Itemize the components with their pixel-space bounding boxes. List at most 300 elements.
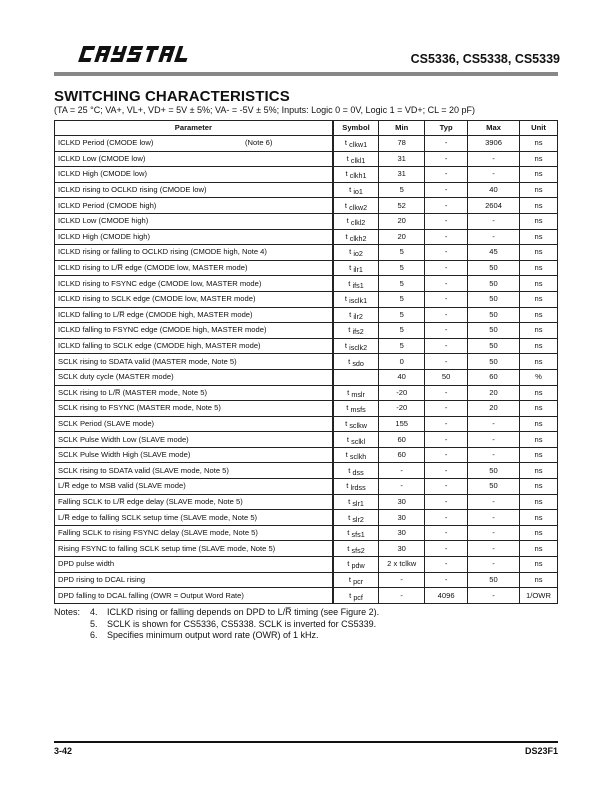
- unit-cell: ns: [519, 307, 557, 323]
- unit-cell: ns: [519, 167, 557, 183]
- table-row: [55, 213, 558, 229]
- max-cell: 2604: [468, 198, 520, 214]
- parameter-text: SCLK rising to L/R̅ (MASTER mode, Note 5): [58, 387, 207, 397]
- table-row: [55, 463, 558, 479]
- unit-cell: ns: [519, 338, 557, 354]
- typ-cell: 50: [425, 369, 468, 385]
- parameter-cell: [55, 385, 333, 401]
- symbol-cell: [333, 572, 379, 588]
- symbol-subscript: sclkl: [351, 436, 366, 446]
- symbol-t: t: [348, 356, 351, 366]
- max-cell: 50: [468, 463, 520, 479]
- unit-cell: ns: [519, 401, 557, 417]
- symbol-cell: [333, 323, 379, 339]
- table-row: [55, 260, 558, 276]
- symbol-subscript: msfs: [350, 405, 366, 415]
- parameter-text: L/R̅ edge to falling SCLK setup time (SLAVE mode, Note 5): [58, 512, 258, 522]
- symbol-cell: [333, 276, 379, 292]
- min-cell: -: [379, 572, 425, 588]
- max-cell: 50: [468, 260, 520, 276]
- table-row: [55, 291, 558, 307]
- symbol-subscript: isclk2: [349, 343, 368, 353]
- table-row: [55, 416, 558, 432]
- symbol-subscript: clkl2: [350, 218, 366, 228]
- parameter-cell: [55, 260, 333, 276]
- unit-cell: ns: [519, 572, 557, 588]
- typ-cell: -: [425, 167, 468, 183]
- parameter-cell: [55, 557, 333, 573]
- parameter-text: ICLKD falling to L/R̅ edge (CMODE high, MASTER mode): [58, 309, 253, 319]
- min-cell: 78: [379, 136, 425, 152]
- symbol-cell: [333, 416, 379, 432]
- parameter-text: Falling SCLK to rising FSYNC delay (SLAVE mode, Note 5): [58, 528, 258, 538]
- min-cell: 40: [379, 369, 425, 385]
- parameter-cell: [55, 510, 333, 526]
- symbol-subscript: clkw1: [349, 140, 368, 150]
- unit-cell: ns: [519, 447, 557, 463]
- max-cell: -: [468, 229, 520, 245]
- symbol-cell: [333, 260, 379, 276]
- symbol-t: t: [349, 590, 352, 600]
- symbol-cell: [333, 510, 379, 526]
- min-cell: 60: [379, 447, 425, 463]
- symbol-subscript: io2: [353, 249, 363, 259]
- parameter-cell: [55, 463, 333, 479]
- symbol-subscript: io1: [353, 187, 363, 197]
- note-number: 5.: [90, 618, 98, 629]
- header-divider: [54, 72, 558, 76]
- col-typ: Typ: [425, 121, 468, 136]
- symbol-t: t: [346, 481, 349, 491]
- col-parameter: Parameter: [55, 121, 333, 136]
- col-min: Min: [379, 121, 425, 136]
- max-cell: 20: [468, 385, 520, 401]
- max-cell: 50: [468, 572, 520, 588]
- symbol-cell: [333, 167, 379, 183]
- symbol-cell: [333, 369, 379, 385]
- parameter-cell: [55, 354, 333, 370]
- symbol-t: t: [346, 434, 349, 444]
- max-cell: -: [468, 525, 520, 541]
- unit-cell: ns: [519, 385, 557, 401]
- min-cell: -20: [379, 385, 425, 401]
- parameter-text: ICLKD rising to OCLKD rising (CMODE low): [58, 185, 207, 195]
- typ-cell: -: [425, 136, 468, 152]
- symbol-cell: [333, 338, 379, 354]
- page-number: 3-42: [54, 746, 73, 756]
- symbol-subscript: sfs2: [351, 545, 365, 555]
- table-row: [55, 401, 558, 417]
- parameter-cell: [55, 541, 333, 557]
- unit-cell: ns: [519, 182, 557, 198]
- min-cell: 5: [379, 260, 425, 276]
- symbol-cell: [333, 432, 379, 448]
- max-cell: 40: [468, 182, 520, 198]
- min-cell: 5: [379, 323, 425, 339]
- parameter-cell: [55, 136, 333, 152]
- col-max: Max: [468, 121, 520, 136]
- symbol-cell: [333, 463, 379, 479]
- min-cell: 20: [379, 213, 425, 229]
- table-row: [55, 385, 558, 401]
- symbol-t: t: [345, 418, 348, 428]
- note-reference: (Note 6): [245, 138, 273, 148]
- table-row: [55, 479, 558, 495]
- min-cell: 2 x tclkw: [379, 557, 425, 573]
- symbol-t: t: [347, 387, 350, 397]
- parameter-text: ICLKD falling to FSYNC edge (CMODE high, MASTER mode): [58, 325, 267, 335]
- parameter-text: SCLK Pulse Width Low (SLAVE mode): [58, 434, 189, 444]
- parameter-text: Rising FSYNC to falling SCLK setup time (SLAVE mode, Note 5): [58, 543, 276, 553]
- unit-cell: ns: [519, 416, 557, 432]
- symbol-t: t: [348, 574, 351, 584]
- symbol-t: t: [344, 341, 347, 351]
- typ-cell: -: [425, 291, 468, 307]
- symbol-cell: [333, 245, 379, 261]
- table-row: [55, 338, 558, 354]
- typ-cell: -: [425, 307, 468, 323]
- unit-cell: ns: [519, 213, 557, 229]
- unit-cell: ns: [519, 432, 557, 448]
- max-cell: 3906: [468, 136, 520, 152]
- min-cell: 5: [379, 245, 425, 261]
- table-row: [55, 323, 558, 339]
- table-row: [55, 354, 558, 370]
- parameter-text: ICLKD rising or falling to OCLKD rising (CMODE high, Note 4): [58, 247, 267, 257]
- parameter-cell: [55, 151, 333, 167]
- parameter-cell: [55, 416, 333, 432]
- symbol-t: t: [348, 278, 351, 288]
- table-row: [55, 136, 558, 152]
- max-cell: 50: [468, 338, 520, 354]
- table-row: [55, 541, 558, 557]
- parameter-cell: [55, 447, 333, 463]
- unit-cell: ns: [519, 525, 557, 541]
- max-cell: -: [468, 416, 520, 432]
- symbol-t: t: [346, 153, 349, 163]
- notes-label: Notes:: [54, 607, 81, 617]
- typ-cell: -: [425, 494, 468, 510]
- symbol-subscript: ilr2: [353, 311, 363, 321]
- parameter-text: ICLKD High (CMODE high): [58, 231, 150, 241]
- symbol-cell: [333, 307, 379, 323]
- max-cell: 50: [468, 323, 520, 339]
- typ-cell: -: [425, 510, 468, 526]
- parameter-cell: [55, 432, 333, 448]
- symbol-cell: [333, 557, 379, 573]
- max-cell: 50: [468, 276, 520, 292]
- unit-cell: ns: [519, 276, 557, 292]
- min-cell: 31: [379, 151, 425, 167]
- max-cell: -: [468, 557, 520, 573]
- parameter-text: Falling SCLK to L/R̅ edge delay (SLAVE mode, Note 5): [58, 496, 243, 506]
- symbol-subscript: slr1: [352, 498, 364, 508]
- parameter-cell: [55, 401, 333, 417]
- table-row: [55, 510, 558, 526]
- max-cell: -: [468, 151, 520, 167]
- symbol-t: t: [349, 185, 352, 195]
- max-cell: -: [468, 588, 520, 604]
- parameter-cell: [55, 276, 333, 292]
- typ-cell: -: [425, 260, 468, 276]
- typ-cell: -: [425, 276, 468, 292]
- parameter-cell: [55, 525, 333, 541]
- symbol-t: t: [344, 138, 347, 148]
- section-title: SWITCHING CHARACTERISTICS: [54, 88, 290, 105]
- table-row: [55, 245, 558, 261]
- switching-characteristics-table: [54, 120, 558, 604]
- symbol-t: t: [344, 294, 347, 304]
- symbol-subscript: sfs1: [351, 530, 365, 540]
- symbol-subscript: sdo: [352, 358, 364, 368]
- table-row: [55, 432, 558, 448]
- symbol-subscript: sclkh: [349, 452, 367, 462]
- symbol-cell: [333, 182, 379, 198]
- table-row: [55, 307, 558, 323]
- min-cell: 30: [379, 510, 425, 526]
- symbol-cell: [333, 151, 379, 167]
- max-cell: -: [468, 541, 520, 557]
- parameter-cell: [55, 182, 333, 198]
- table-row: [55, 369, 558, 385]
- unit-cell: ns: [519, 198, 557, 214]
- parameter-cell: [55, 291, 333, 307]
- symbol-cell: [333, 541, 379, 557]
- unit-cell: ns: [519, 291, 557, 307]
- parameter-text: ICLKD High (CMODE low): [58, 169, 148, 179]
- typ-cell: -: [425, 479, 468, 495]
- symbol-t: t: [349, 263, 352, 273]
- max-cell: -: [468, 167, 520, 183]
- symbol-subscript: ilr1: [353, 265, 363, 275]
- min-cell: -20: [379, 401, 425, 417]
- symbol-subscript: slr2: [352, 514, 364, 524]
- crystal-logo: [78, 44, 190, 64]
- note-number: 6.: [90, 630, 98, 640]
- symbol-t: t: [347, 543, 350, 553]
- symbol-t: t: [348, 465, 351, 475]
- symbol-subscript: ifs2: [352, 327, 364, 337]
- max-cell: -: [468, 494, 520, 510]
- table-row: [55, 572, 558, 588]
- symbol-subscript: dss: [352, 467, 364, 477]
- parameter-text: SCLK rising to SDATA valid (MASTER mode, Note 5): [58, 356, 237, 366]
- parameter-text: L/R̅ edge to MSB valid (SLAVE mode): [58, 481, 186, 491]
- typ-cell: -: [425, 229, 468, 245]
- symbol-cell: [333, 479, 379, 495]
- parameter-cell: [55, 229, 333, 245]
- table-row: [55, 447, 558, 463]
- unit-cell: 1/OWR: [519, 588, 557, 604]
- note-number: 4.: [90, 607, 98, 617]
- symbol-subscript: sclkw: [349, 420, 367, 430]
- min-cell: 20: [379, 229, 425, 245]
- unit-cell: ns: [519, 245, 557, 261]
- col-unit: Unit: [519, 121, 557, 136]
- max-cell: -: [468, 510, 520, 526]
- symbol-t: t: [348, 512, 351, 522]
- unit-cell: ns: [519, 479, 557, 495]
- typ-cell: -: [425, 245, 468, 261]
- min-cell: 30: [379, 525, 425, 541]
- symbol-t: t: [348, 496, 351, 506]
- max-cell: 50: [468, 354, 520, 370]
- min-cell: 155: [379, 416, 425, 432]
- parameter-text: DPD rising to DCAL rising: [58, 574, 146, 584]
- parameter-cell: [55, 307, 333, 323]
- note-text: ICLKD rising or falling depends on DPD to L/R̅ timing (see Figure 2).: [107, 607, 380, 617]
- typ-cell: -: [425, 198, 468, 214]
- table-row: [55, 229, 558, 245]
- symbol-subscript: ifs1: [352, 280, 364, 290]
- parameter-cell: [55, 572, 333, 588]
- symbol-t: t: [347, 528, 350, 538]
- symbol-t: t: [345, 450, 348, 460]
- table-header-row: [55, 121, 558, 136]
- typ-cell: -: [425, 354, 468, 370]
- min-cell: 30: [379, 541, 425, 557]
- table-row: [55, 588, 558, 604]
- table-row: [55, 557, 558, 573]
- typ-cell: -: [425, 385, 468, 401]
- parameter-cell: [55, 167, 333, 183]
- symbol-cell: [333, 354, 379, 370]
- unit-cell: ns: [519, 510, 557, 526]
- max-cell: 50: [468, 291, 520, 307]
- typ-cell: -: [425, 401, 468, 417]
- symbol-cell: [333, 213, 379, 229]
- parameter-cell: [55, 479, 333, 495]
- symbol-cell: [333, 291, 379, 307]
- symbol-t: t: [346, 216, 349, 226]
- parameter-cell: [55, 323, 333, 339]
- typ-cell: -: [425, 338, 468, 354]
- parameter-text: ICLKD Period (CMODE high): [58, 200, 157, 210]
- symbol-t: t: [347, 559, 350, 569]
- unit-cell: %: [519, 369, 557, 385]
- table-row: [55, 198, 558, 214]
- typ-cell: -: [425, 416, 468, 432]
- symbol-cell: [333, 136, 379, 152]
- unit-cell: ns: [519, 151, 557, 167]
- symbol-cell: [333, 525, 379, 541]
- unit-cell: ns: [519, 229, 557, 245]
- symbol-cell: [333, 198, 379, 214]
- typ-cell: -: [425, 151, 468, 167]
- symbol-cell: [333, 494, 379, 510]
- max-cell: 20: [468, 401, 520, 417]
- typ-cell: -: [425, 525, 468, 541]
- symbol-subscript: pcr: [353, 576, 364, 586]
- parameter-text: ICLKD Low (CMODE high): [58, 216, 149, 226]
- typ-cell: -: [425, 463, 468, 479]
- symbol-subscript: clkh1: [349, 171, 367, 181]
- parameter-text: ICLKD rising to SCLK edge (CMODE low, MASTER mode): [58, 294, 256, 304]
- symbol-cell: [333, 229, 379, 245]
- min-cell: -: [379, 479, 425, 495]
- parameter-text: ICLKD Low (CMODE low): [58, 153, 146, 163]
- symbol-subscript: mslr: [351, 389, 365, 399]
- symbol-t: t: [346, 403, 349, 413]
- min-cell: -: [379, 463, 425, 479]
- max-cell: 50: [468, 307, 520, 323]
- min-cell: 0: [379, 354, 425, 370]
- symbol-subscript: lrdss: [350, 483, 366, 493]
- typ-cell: -: [425, 447, 468, 463]
- parameter-cell: [55, 369, 333, 385]
- parameter-cell: [55, 588, 333, 604]
- document-id: DS23F1: [524, 746, 558, 756]
- max-cell: 45: [468, 245, 520, 261]
- max-cell: -: [468, 447, 520, 463]
- min-cell: 52: [379, 198, 425, 214]
- min-cell: 31: [379, 167, 425, 183]
- parameter-text: DPD pulse width: [58, 559, 115, 569]
- parameter-text: SCLK Pulse Width High (SLAVE mode): [58, 450, 191, 460]
- parameter-text: SCLK rising to SDATA valid (SLAVE mode, Note 5): [58, 465, 229, 475]
- unit-cell: ns: [519, 136, 557, 152]
- parameter-cell: [55, 245, 333, 261]
- symbol-subscript: clkl1: [350, 155, 366, 165]
- test-conditions: (TA = 25 °C; VA+, VL+, VD+ = 5V ± 5%; VA- = -5V ± 5%; Inputs: Logic 0 = 0V, Logic 1 = VD+; CL = 20 pF): [54, 105, 476, 115]
- symbol-cell: [333, 385, 379, 401]
- typ-cell: -: [425, 557, 468, 573]
- parameter-text: ICLKD rising to L/R̅ edge (CMODE low, MASTER mode): [58, 263, 248, 273]
- table-row: [55, 494, 558, 510]
- max-cell: -: [468, 432, 520, 448]
- unit-cell: ns: [519, 494, 557, 510]
- min-cell: 5: [379, 182, 425, 198]
- unit-cell: ns: [519, 354, 557, 370]
- symbol-cell: [333, 447, 379, 463]
- symbol-t: t: [345, 169, 348, 179]
- typ-cell: 4096: [425, 588, 468, 604]
- footer-divider: [54, 741, 558, 743]
- symbol-t: t: [349, 309, 352, 319]
- part-numbers: CS5336, CS5338, CS5339: [410, 52, 560, 66]
- min-cell: 5: [379, 307, 425, 323]
- table-row: [55, 525, 558, 541]
- symbol-subscript: pdw: [351, 561, 365, 571]
- min-cell: 5: [379, 291, 425, 307]
- symbol-t: t: [349, 247, 352, 257]
- typ-cell: -: [425, 323, 468, 339]
- typ-cell: -: [425, 213, 468, 229]
- symbol-t: t: [348, 325, 351, 335]
- parameter-text: SCLK duty cycle (MASTER mode): [58, 372, 174, 382]
- unit-cell: ns: [519, 323, 557, 339]
- typ-cell: -: [425, 182, 468, 198]
- min-cell: 60: [379, 432, 425, 448]
- parameter-text: SCLK rising to FSYNC (MASTER mode, Note 5): [58, 403, 221, 413]
- symbol-t: t: [345, 231, 348, 241]
- typ-cell: -: [425, 432, 468, 448]
- parameter-text: ICLKD Period (CMODE low): [58, 138, 154, 148]
- table-row: [55, 182, 558, 198]
- table-row: [55, 276, 558, 292]
- max-cell: -: [468, 213, 520, 229]
- table-row: [55, 151, 558, 167]
- note-text: Specifies minimum output word rate (OWR) of 1 kHz.: [107, 630, 319, 640]
- min-cell: -: [379, 588, 425, 604]
- parameter-text: ICLKD falling to SCLK edge (CMODE high, MASTER mode): [58, 341, 261, 351]
- parameter-cell: [55, 213, 333, 229]
- typ-cell: -: [425, 572, 468, 588]
- parameter-text: DPD falling to DCAL falling (OWR = Output Word Rate): [58, 590, 244, 600]
- symbol-subscript: clkw2: [349, 202, 368, 212]
- notes: [54, 607, 379, 642]
- unit-cell: ns: [519, 463, 557, 479]
